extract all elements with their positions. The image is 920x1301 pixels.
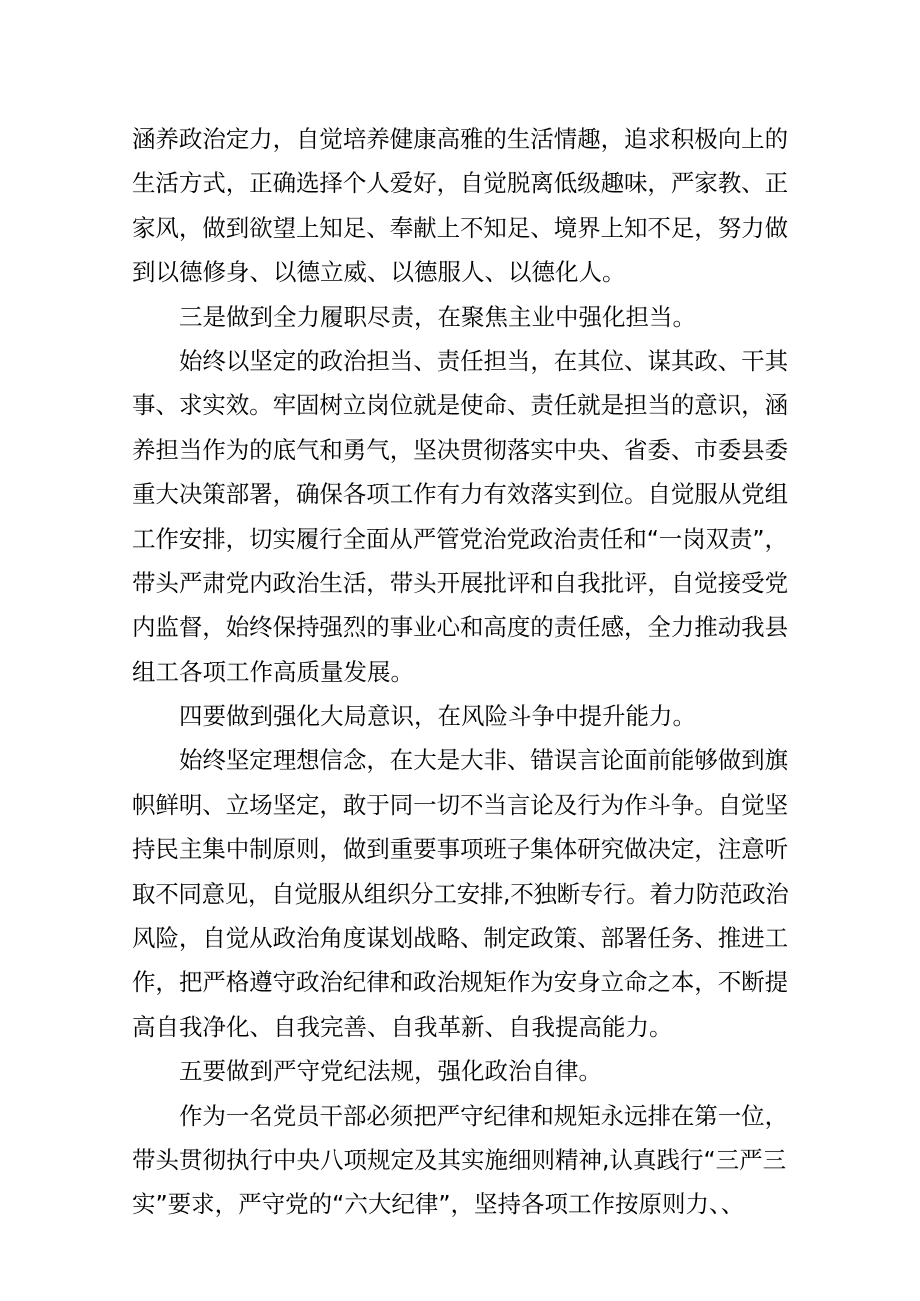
text-line: 涵养政治定力，自觉培养健康高雅的生活情趣，追求积极向上的 xyxy=(132,125,789,153)
paragraph-first-line: 四要做到强化大局意识，在风险斗争中提升能力。 xyxy=(179,702,696,731)
text-line: 事、求实效。牢固树立岗位就是使命、责任就是担当的意识，涵 xyxy=(132,391,789,420)
text-line: 到以德修身、以德立威、以德服人、以德化人。 xyxy=(132,258,626,287)
paragraph-first-line: 始终以坚定的政治担当、责任担当，在其位、谋其政、干其 xyxy=(179,346,788,375)
paragraph-first-line: 三是做到全力履职尽责，在聚焦主业中强化担当。 xyxy=(179,302,696,331)
paragraph-first-line: 作为一名党员干部必须把严守纪律和规矩永远排在第一位， xyxy=(179,1101,788,1130)
text-line: 家风，做到欲望上知足、奉献上不知足、境界上知不足，努力做 xyxy=(132,213,789,242)
text-line: 作，把严格遵守政治纪律和政治规矩作为安身立命之本，不断提 xyxy=(132,968,789,997)
text-line: 取不同意见，自觉服从组织分工安排,不独断专行。着力防范政治 xyxy=(132,879,789,908)
text-line: 养担当作为的底气和勇气，坚决贯彻落实中央、省委、市委县委 xyxy=(132,435,789,464)
text-line: 持民主集中制原则，做到重要事项班子集体研究做决定，注意听 xyxy=(132,835,789,864)
text-line: 带头严肃党内政治生活，带头开展批评和自我批评，自觉接受党 xyxy=(132,568,789,597)
text-line: 组工各项工作高质量发展。 xyxy=(132,657,414,686)
text-line: 风险，自觉从政治角度谋划战略、制定政策、部署任务、推进工 xyxy=(132,924,789,953)
text-line: 带头贯彻执行中央八项规定及其实施细则精神,认真践行“三严三 xyxy=(132,1145,787,1174)
text-line: 帜鲜明、立场坚定，敢于同一切不当言论及行为作斗争。自觉坚 xyxy=(132,790,789,819)
text-line: 生活方式，正确选择个人爱好，自觉脱离低级趣味，严家教、正 xyxy=(132,169,789,198)
paragraph-first-line: 五要做到严守党纪法规，强化政治自律。 xyxy=(179,1057,602,1086)
text-line: 工作安排，切实履行全面从严管党治党政治责任和“一岗双责”， xyxy=(132,524,788,553)
text-line: 高自我净化、自我完善、自我革新、自我提高能力。 xyxy=(132,1012,673,1041)
paragraph-first-line: 始终坚定理想信念，在大是大非、错误言论面前能够做到旗 xyxy=(179,746,788,775)
text-line: 实”要求，严守党的“六大纪律”，坚持各项工作按原则力、、 xyxy=(132,1190,745,1219)
text-line: 内监督，始终保持强烈的事业心和高度的责任感，全力推动我县 xyxy=(132,613,789,642)
document-body xyxy=(132,117,788,1227)
text-line: 重大决策部署，确保各项工作有力有效落实到位。自觉服从党组 xyxy=(132,480,789,509)
